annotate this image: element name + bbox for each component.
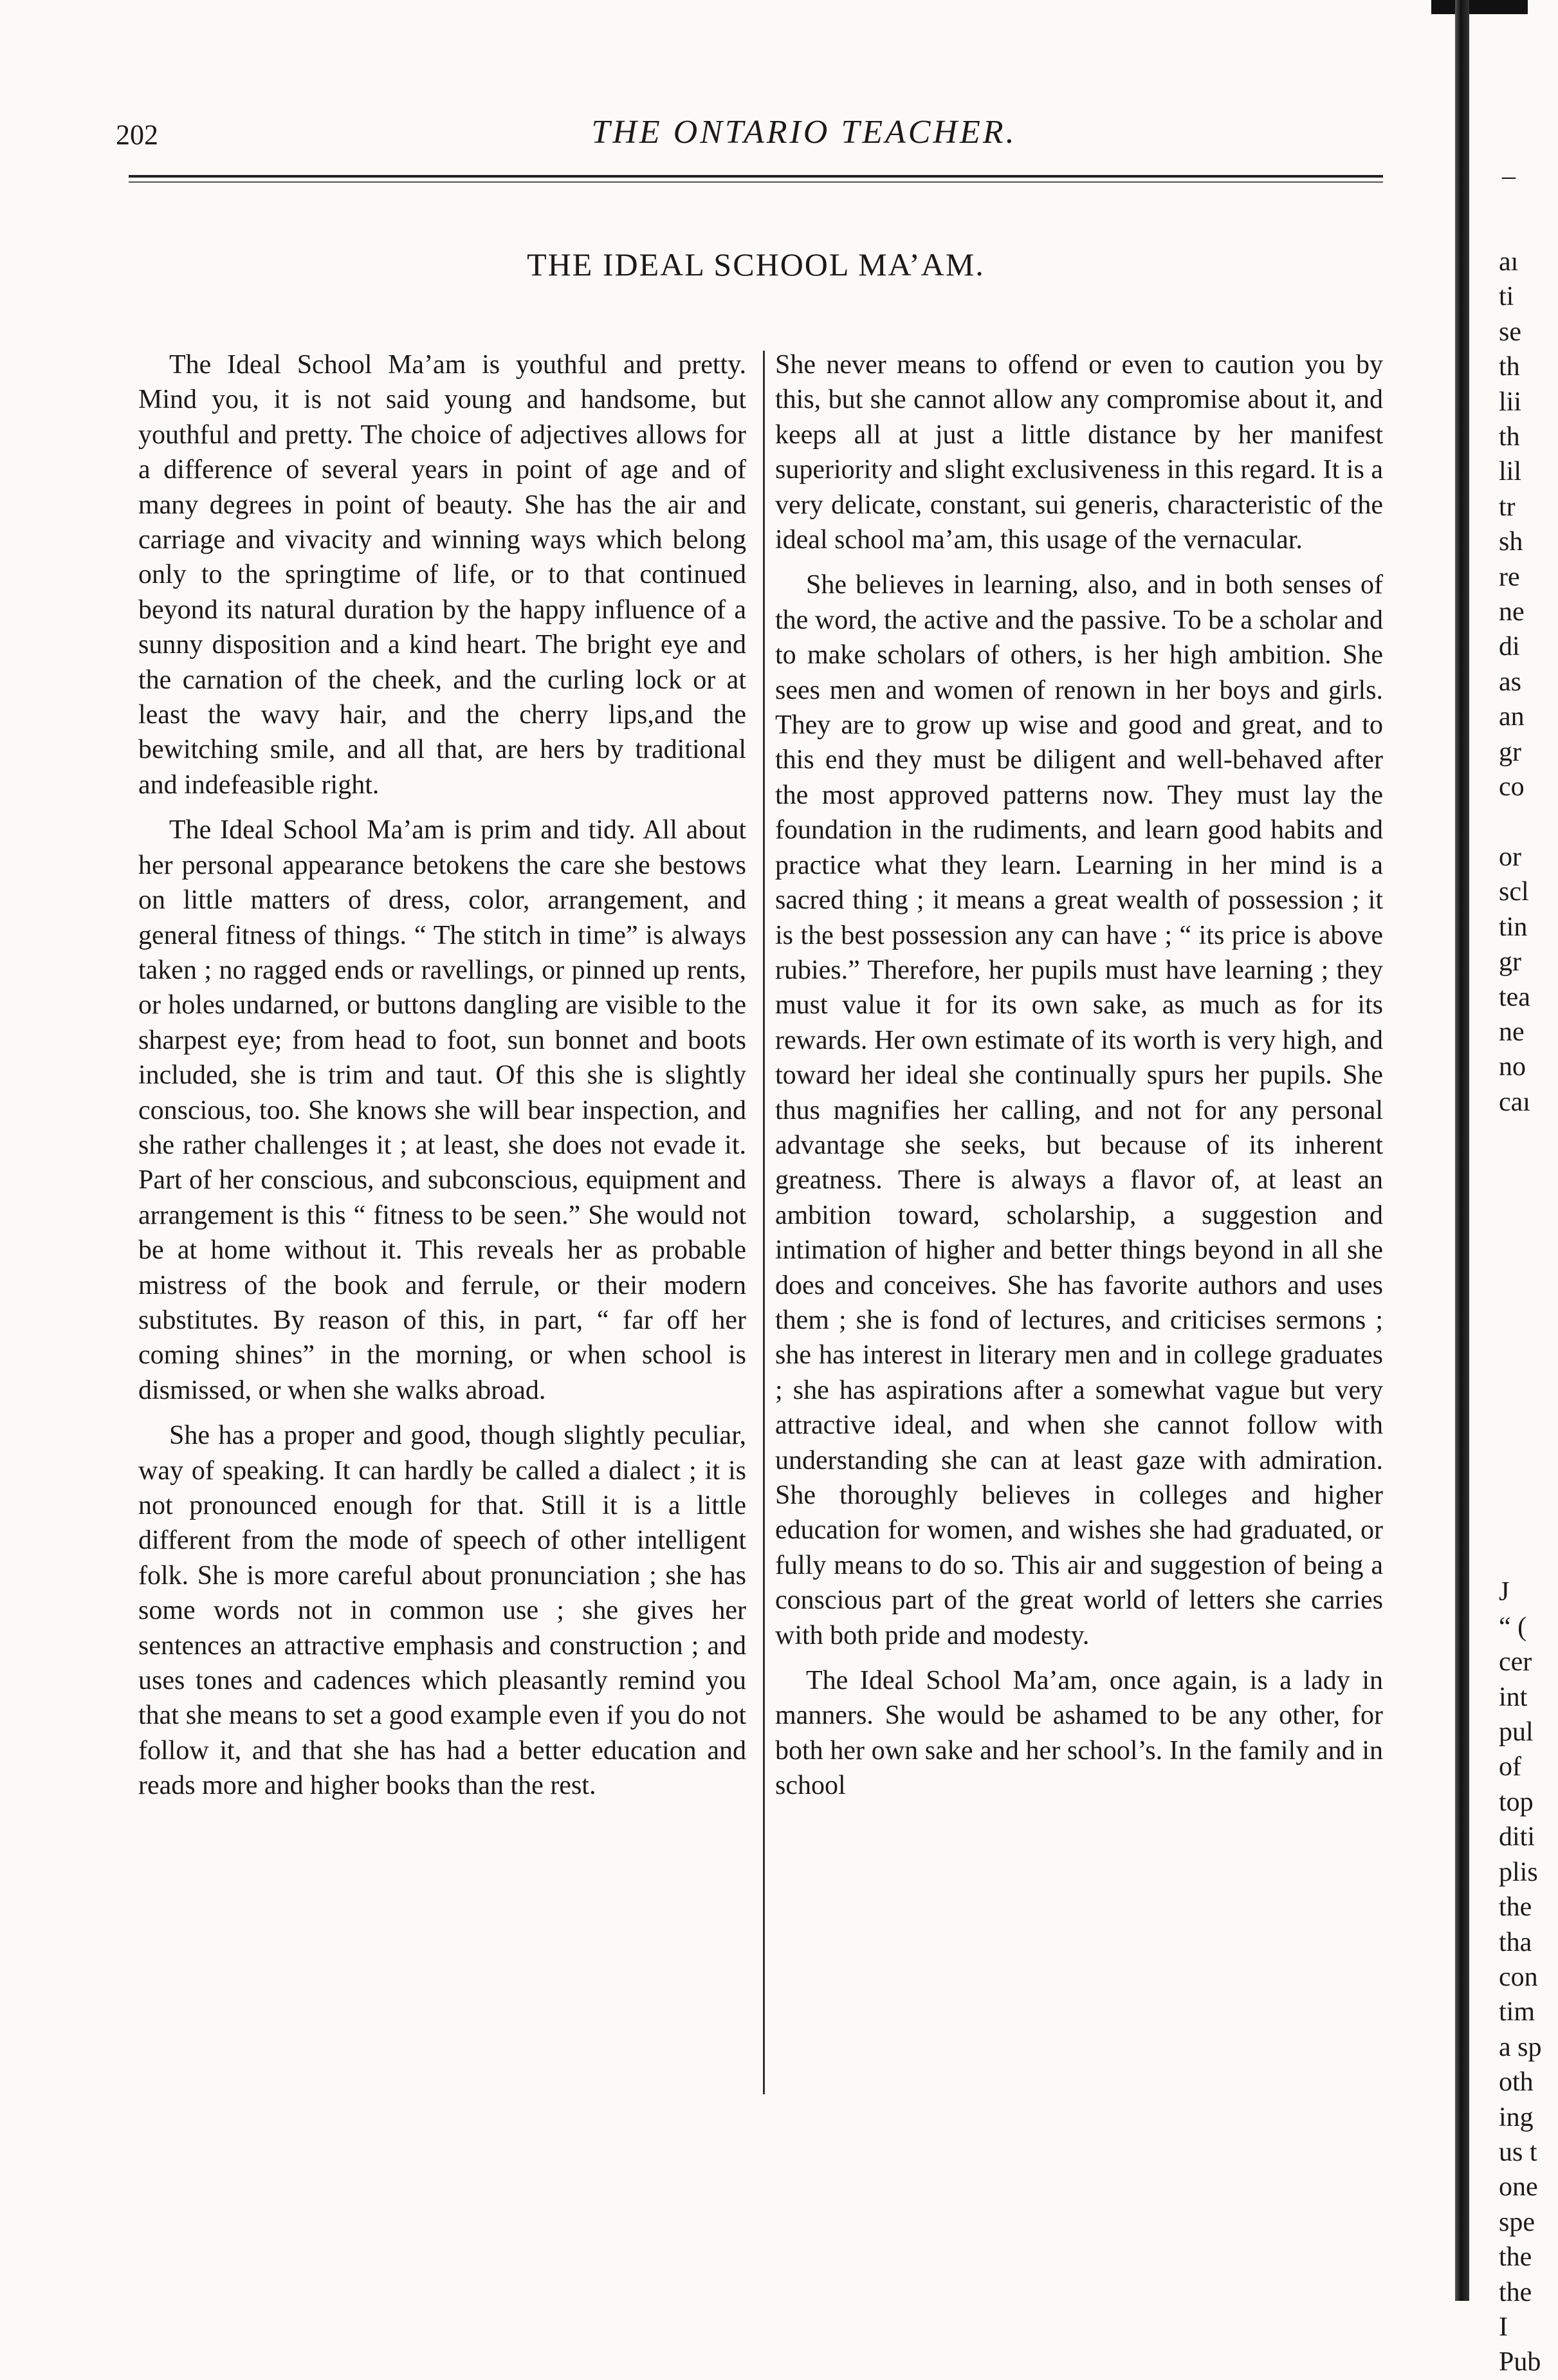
facing-page-line: plis — [1499, 1857, 1538, 1887]
facing-page-line: top — [1499, 1787, 1534, 1817]
left-column — [138, 347, 746, 1814]
facing-page-line: pul — [1499, 1717, 1534, 1748]
facing-page-line: the — [1499, 2277, 1532, 2307]
facing-page-line — [1499, 1365, 1557, 1399]
facing-page-line: sh — [1499, 527, 1523, 557]
facing-page-line: aı — [1499, 247, 1519, 277]
facing-page-line: diti — [1499, 1822, 1535, 1852]
facing-page-line: int — [1499, 1682, 1528, 1712]
facing-page-line: re — [1499, 562, 1520, 592]
paragraph: She never means to offend or even to caution you by this, but she cannot allow any compromise about it, and keeps all at just a little distance by her manifest superiority and slight exclusiveness in this regard. It is a very delicate, constant, sui generis, characteristic of the ideal school ma’am, this usage of the vernacular. — [775, 350, 1383, 555]
binding-cap — [1431, 0, 1528, 14]
facing-page-line: Pub — [1499, 2347, 1541, 2377]
facing-page-line: ne — [1499, 1017, 1525, 1047]
facing-page-line — [1499, 1330, 1557, 1365]
running-head: THE ONTARIO TEACHER. — [591, 114, 1017, 151]
facing-page-line: spe — [1499, 2207, 1535, 2237]
header-rule — [129, 175, 1383, 178]
facing-page-line: lii — [1499, 387, 1522, 417]
paragraph: She has a proper and good, though slightly peculiar, way of speaking. It can hardly be called a dialect ; it is not pronounced enough for that. Still it is a little different from the mode of speech of other intelligent folk. She is more careful about pronunciation ; she has some words not in common use ; she gives her sentences an attractive emphasis and construction ; and uses tones and cadences which pleasantly remind you that she means to set a good example even if you do not follow it, and that she has had a better education and reads more and higher books than the rest. — [138, 1421, 746, 1801]
facing-page-line: a sp — [1499, 2032, 1542, 2062]
facing-page-line: co — [1499, 772, 1525, 802]
facing-page-line — [1499, 1120, 1557, 1154]
facing-page-line — [1499, 1260, 1557, 1295]
facing-page-line: no — [1499, 1052, 1526, 1082]
facing-page-line: oth — [1499, 2067, 1534, 2098]
facing-page-line: I — [1499, 2312, 1508, 2342]
facing-page-line: lil — [1499, 457, 1522, 487]
facing-page-line: the — [1499, 1892, 1532, 1923]
facing-page-line: cer — [1499, 1647, 1532, 1677]
facing-page-line: tr — [1499, 492, 1516, 522]
facing-page-line: “ ( — [1499, 1612, 1527, 1642]
binding-gutter — [1455, 0, 1469, 2301]
paragraph: The Ideal School Ma’am, once again, is a lady in manners. She would be ashamed to be any other, for both her own sake and her school’s. In the family and in school — [775, 1666, 1383, 1801]
facing-page-line: ing — [1499, 2102, 1534, 2132]
facing-page-line: th — [1499, 422, 1520, 452]
paragraph: The Ideal School Ma’am is prim and tidy. All about her personal appearance betokens the care she bestows on little matters of dress, color, arrangement, and general fitness of things. “ The stitch in time” is always taken ; no ragged ends or ravellings, or pinned up rents, or holes undarned, or buttons dangling are visible to the sharpest eye; from head to foot, sun bonnet and boots included, she is trim and taut. Of this she is slightly conscious, too. She knows she will bear inspection, and she rather challenges it ; at least, she does not evade it. Part of her conscious, and subconscious, equipment and arrangement is this “ fitness to be seen.” She would not be at home without it. This reveals her as probable mistress of the book and ferrule, or their modern substitutes. By reason of this, in part, “ far off her coming shines” in the morning, or when school is dismissed, or when she walks abroad. — [138, 815, 746, 1405]
facing-page-line: or — [1499, 842, 1521, 872]
facing-page-line — [1499, 1224, 1557, 1259]
facing-page-line: the — [1499, 2242, 1532, 2273]
facing-page-mark: – — [1502, 161, 1516, 191]
right-column — [775, 347, 1383, 1814]
facing-page-line — [1499, 805, 1557, 840]
facing-page-line: J — [1499, 1577, 1510, 1607]
facing-page-line — [1499, 1190, 1557, 1224]
facing-page-line — [1499, 1435, 1557, 1470]
paragraph: The Ideal School Ma’am is youthful and pretty. Mind you, it is not said young and handsome, but youthful and pretty. The choice of adjectives allows for a difference of several years in point of age and of many degrees in point of beauty. She has the air and carriage and vivacity and winning ways which belong only to the springtime of life, or to that continued beyond its natural duration by the happy influence of a sunny disposition and a kind heart. The bright eye and the carnation of the cheek, and the curling lock or at least the wavy hair, and the cherry lips,and the bewitching smile, and all that, are hers by traditional and indefeasible right. — [138, 350, 746, 800]
facing-page-line — [1499, 1399, 1557, 1434]
facing-page-line: di — [1499, 632, 1520, 662]
facing-page-line: an — [1499, 702, 1525, 732]
facing-page-line: as — [1499, 667, 1521, 697]
facing-page-line: se — [1499, 317, 1521, 347]
facing-page-line: one — [1499, 2172, 1538, 2202]
facing-page-line: ti — [1499, 282, 1514, 312]
facing-page-line: th — [1499, 352, 1520, 382]
facing-page-line: gr — [1499, 737, 1521, 767]
facing-page-line: tim — [1499, 1997, 1535, 2027]
facing-page-line — [1499, 1540, 1557, 1574]
facing-page-line: tea — [1499, 982, 1530, 1012]
facing-page-line: of — [1499, 1752, 1521, 1782]
article-title: THE IDEAL SCHOOL MA’AM. — [527, 246, 985, 282]
facing-page-line: caı — [1499, 1087, 1530, 1117]
facing-page-line: con — [1499, 1962, 1538, 1992]
facing-page-line — [1499, 1295, 1557, 1329]
facing-page-line: tha — [1499, 1927, 1532, 1957]
column-divider — [763, 351, 765, 2094]
facing-page-line — [1499, 1155, 1557, 1190]
facing-page-line — [1499, 1470, 1557, 1504]
page-number: 202 — [116, 119, 158, 151]
facing-page-line: ne — [1499, 597, 1525, 627]
header-rule-thin — [129, 181, 1383, 183]
facing-page-line — [1499, 1505, 1557, 1540]
facing-page-line: gr — [1499, 947, 1521, 977]
facing-page-line: us t — [1499, 2137, 1537, 2167]
facing-page-line: tin — [1499, 912, 1528, 942]
facing-page-line: scl — [1499, 877, 1529, 907]
facing-page-fragment — [1499, 244, 1557, 2380]
paragraph: She believes in learning, also, and in both senses of the word, the active and the passive. To be a scholar and to make scholars of others, is her high ambition. She sees men and women of renown in her boys and girls. They are to grow up wise and good and great, and to this end they must be diligent and well-behaved after the most approved patterns now. They must lay the foundation in the rudiments, and learn good habits and practice what they learn. Learning in her mind is a sacred thing ; it means a great wealth of possession ; it is the best possession any can have ; “ its price is above rubies.” Therefore, her pupils must have learning ; they must value it for its own sake, as much as for its rewards. Her own estimate of its worth is very high, and toward her ideal she continually spurs her pupils. She thus magnifies her calling, and not for any personal advantage she seeks, but because of its inherent greatness. There is always a flavor of, at least an ambition toward, scholarship, a suggestion and intimation of higher and better things beyond in all she does and conceives. She has favorite authors and uses them ; she is fond of lectures, and criticises sermons ; she has interest in literary men and in college graduates ; she has aspirations after a somewhat vague but very attractive ideal, and when she cannot follow with understanding she can at least gaze with admiration. She thoroughly believes in colleges and higher education for women, and wishes she had graduated, or fully means to do so. This air and suggestion of being a conscious part of the great world of letters she carries with both pride and modesty. — [775, 570, 1383, 1650]
